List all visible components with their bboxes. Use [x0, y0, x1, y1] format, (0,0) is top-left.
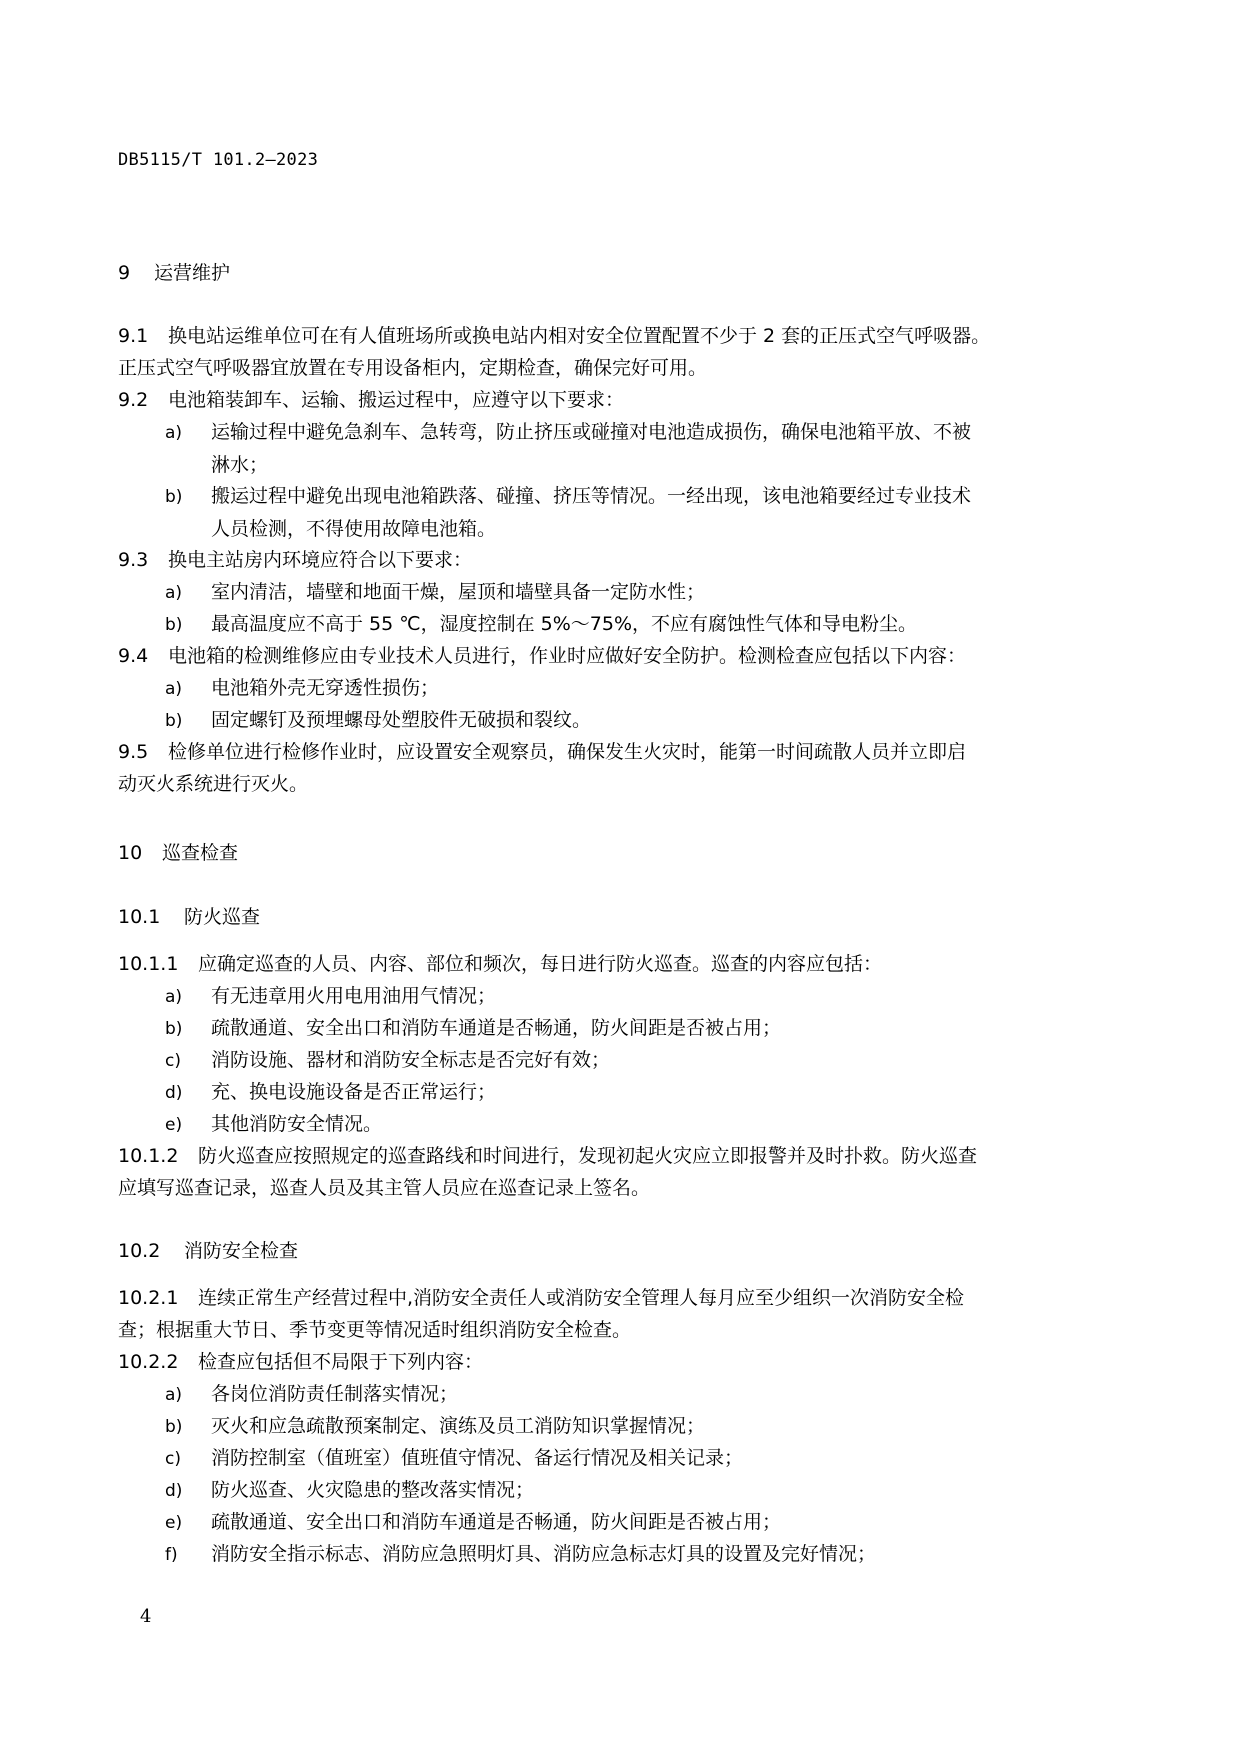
list-text: 充、换电设施设备是否正常运行； — [211, 1081, 497, 1103]
page-number: 4 — [140, 1606, 152, 1627]
list-item — [165, 1506, 1125, 1539]
clause-number: 10.1.1 — [118, 953, 179, 975]
list-text: 电池箱外壳无穿透性损伤； — [211, 677, 440, 699]
list-item — [165, 1076, 1125, 1109]
section-9-heading — [118, 258, 230, 285]
list-item — [165, 576, 1125, 609]
subsection-title: 消防安全检查 — [184, 1240, 299, 1262]
clause-text: 检修单位进行检修作业时，应设置安全观察员，确保发生火灾时，能第一时间疏散人员并立即启 — [168, 741, 967, 763]
subsection-10-2-heading — [118, 1236, 298, 1263]
section-number: 9 — [118, 262, 131, 284]
list-item — [165, 980, 1125, 1013]
clause-number: 10.2.1 — [118, 1287, 179, 1309]
list-marker: a) — [165, 423, 183, 443]
list-item — [165, 704, 1125, 737]
paragraph-9-4 — [118, 640, 1118, 672]
list-text: 消防安全指示标志、消防应急照明灯具、消防应急标志灯具的设置及完好情况； — [211, 1543, 877, 1565]
clause-number: 10.1.2 — [118, 1145, 179, 1167]
paragraph-9-1 — [118, 320, 1118, 384]
list-marker: a) — [165, 679, 183, 699]
clause-text: 换电主站房内环境应符合以下要求： — [168, 549, 473, 571]
list-item — [165, 1538, 1125, 1571]
clause-number: 9.2 — [118, 389, 149, 411]
list-marker: b) — [165, 615, 183, 635]
list-marker: c) — [165, 1051, 181, 1071]
list-text: 各岗位消防责任制落实情况； — [211, 1383, 459, 1405]
list-marker: d) — [165, 1083, 183, 1103]
clause-text: 电池箱的检测维修应由专业技术人员进行，作业时应做好安全防护。检测检查应包括以下内容： — [168, 645, 967, 667]
list-text: 消防控制室（值班室）值班值守情况、备运行情况及相关记录； — [211, 1447, 744, 1469]
list-marker: f) — [165, 1545, 178, 1565]
paragraph-9-3 — [118, 544, 1118, 576]
list-item — [165, 1108, 1125, 1141]
list-marker: b) — [165, 1019, 183, 1039]
list-marker: a) — [165, 1385, 183, 1405]
list-item — [165, 1474, 1125, 1507]
list-item — [165, 608, 1125, 641]
clause-text: 防火巡查应按照规定的巡查路线和时间进行，发现初起火灾应立即报警并及时扑救。防火巡查 — [198, 1145, 978, 1167]
list-item — [165, 1378, 1125, 1411]
clause-text: 检查应包括但不局限于下列内容： — [198, 1351, 484, 1373]
list-text: 固定螺钉及预埋螺母处塑胶件无破损和裂纹。 — [211, 709, 592, 731]
clause-text: 连续正常生产经营过程中,消防安全责任人或消防安全管理人每月应至少组织一次消防安全检 — [198, 1287, 965, 1309]
clause-number: 9.4 — [118, 645, 149, 667]
list-text: 运输过程中避免急刹车、急转弯，防止挤压或碰撞对电池造成损伤，确保电池箱平放、不被 — [211, 421, 972, 443]
list-text: 有无违章用火用电用油用气情况； — [211, 985, 497, 1007]
clause-text-cont: 查；根据重大节日、季节变更等情况适时组织消防安全检查。 — [118, 1319, 632, 1341]
list-marker: e) — [165, 1513, 183, 1533]
list-text: 其他消防安全情况。 — [211, 1113, 383, 1135]
clause-text: 应确定巡查的人员、内容、部位和频次，每日进行防火巡查。巡查的内容应包括： — [198, 953, 883, 975]
list-item — [165, 1044, 1125, 1077]
list-item — [165, 480, 1125, 545]
list-text: 疏散通道、安全出口和消防车通道是否畅通，防火间距是否被占用； — [211, 1017, 782, 1039]
list-marker: a) — [165, 987, 183, 1007]
list-marker: d) — [165, 1481, 183, 1501]
paragraph-10-1-2 — [118, 1140, 1118, 1204]
list-text-cont: 人员检测，不得使用故障电池箱。 — [211, 518, 497, 540]
list-text: 消防设施、器材和消防安全标志是否完好有效； — [211, 1049, 611, 1071]
list-item — [165, 672, 1125, 705]
clause-number: 10.2.2 — [118, 1351, 179, 1373]
list-marker: c) — [165, 1449, 181, 1469]
subsection-10-1-heading — [118, 902, 260, 929]
list-marker: a) — [165, 583, 183, 603]
list-text: 最高温度应不高于 55 ℃，湿度控制在 5%～75%，不应有腐蚀性气体和导电粉尘。 — [211, 613, 918, 635]
clause-text-cont: 动灭火系统进行灭火。 — [118, 773, 309, 795]
list-marker: e) — [165, 1115, 183, 1135]
paragraph-10-1-1 — [118, 948, 1118, 980]
list-marker: b) — [165, 711, 183, 731]
section-title: 巡查检查 — [162, 842, 239, 864]
section-number: 10 — [118, 842, 143, 864]
list-item — [165, 1012, 1125, 1045]
clause-text-cont: 正压式空气呼吸器宜放置在专用设备柜内，定期检查，确保完好可用。 — [118, 357, 708, 379]
list-text: 室内清洁，墙壁和地面干燥，屋顶和墙壁具备一定防水性； — [211, 581, 706, 603]
list-text: 疏散通道、安全出口和消防车通道是否畅通，防火间距是否被占用； — [211, 1511, 782, 1533]
section-10-heading — [118, 838, 238, 865]
paragraph-10-2-1 — [118, 1282, 1118, 1346]
clause-number: 9.1 — [118, 325, 149, 347]
clause-number: 9.5 — [118, 741, 149, 763]
standard-code: DB5115/T 101.2—2023 — [118, 150, 319, 170]
list-marker: b) — [165, 487, 183, 507]
subsection-number: 10.2 — [118, 1240, 161, 1262]
subsection-title: 防火巡查 — [184, 906, 261, 928]
list-item — [165, 1410, 1125, 1443]
section-title: 运营维护 — [154, 262, 231, 284]
list-text-cont: 淋水； — [211, 454, 269, 476]
list-text: 防火巡查、火灾隐患的整改落实情况； — [211, 1479, 535, 1501]
clause-text-cont: 应填写巡查记录，巡查人员及其主管人员应在巡查记录上签名。 — [118, 1177, 651, 1199]
paragraph-9-2 — [118, 384, 1118, 416]
list-text: 搬运过程中避免出现电池箱跌落、碰撞、挤压等情况。一经出现，该电池箱要经过专业技术 — [211, 485, 972, 507]
subsection-number: 10.1 — [118, 906, 161, 928]
paragraph-9-5 — [118, 736, 1118, 800]
paragraph-10-2-2 — [118, 1346, 1118, 1378]
clause-text: 电池箱装卸车、运输、搬运过程中，应遵守以下要求： — [168, 389, 625, 411]
list-item — [165, 416, 1125, 481]
list-text: 灭火和应急疏散预案制定、演练及员工消防知识掌握情况； — [211, 1415, 706, 1437]
list-marker: b) — [165, 1417, 183, 1437]
clause-text: 换电站运维单位可在有人值班场所或换电站内相对安全位置配置不少于 2 套的正压式空气呼吸器。 — [168, 325, 991, 347]
list-item — [165, 1442, 1125, 1475]
clause-number: 9.3 — [118, 549, 149, 571]
